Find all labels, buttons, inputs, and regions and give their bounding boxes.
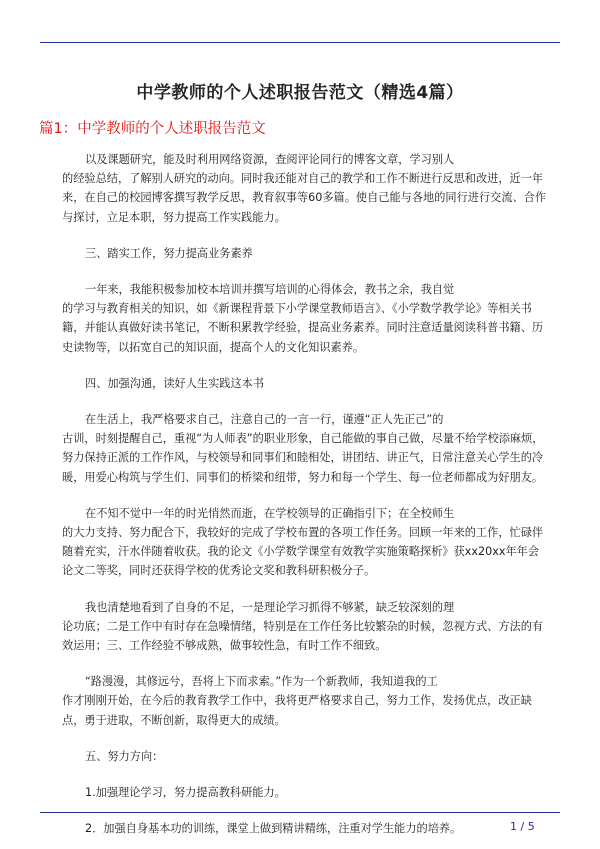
list-item: 1.加强理论学习，努力提高教科研能力。 (85, 786, 286, 800)
page-number: 1 / 5 (510, 820, 535, 833)
list-item: 2．加强自身基本功的训练，课堂上做到精讲精练，注重对学生能力的培养。 (85, 822, 462, 836)
paragraph: 在不知不觉中一年的时光悄然而逝，在学校领导的正确指引下；在全校师生 的大力支持、努力配合下，我较好的完成了学校布置的各项工作任务。回顾一年来的工作，忙碌伴随着充实，汗水伴随着收获。我的论文《小学数学课堂有效教学实施策略探析》获xx20xx年年会论文二等奖，同时还获得学校的优秀论文奖和教科研积极分子。 (62, 506, 544, 578)
paragraph: 一年来，我能积极参加校本培训并撰写培训的心得体会，教书之余，我自觉 的学习与教育相关的知识，如《新课程背景下小学课堂教师语言》、《小学数学教学论》等相关书籍，并能认真做好读书笔记，不断积累教学经验，提高业务素养。同时注意适量阅读科普书籍、历史读物等，以拓宽自己的知识面，提高个人的文化知识素养。 (62, 283, 544, 354)
header-rule (40, 42, 560, 43)
footer-rule (40, 812, 560, 813)
section-title: 篇1：中学教师的个人述职报告范文 (39, 121, 266, 137)
paragraph: 以及课题研究，能及时利用网络资源，查阅评论同行的博客文章，学习别人 的经验总结，了解别人研究的动向。同时我还能对自己的教学和工作不断进行反思和改进，近一年来，在自己的校园博客撰写教学反思，教育叙事等60多篇。使自己能与各地的同行进行交流、合作与探讨，立足本职，努力提高工作实践能力。 (62, 153, 547, 224)
paragraph: 我也清楚地看到了自身的不足，一是理论学习抓得不够紧，缺乏较深刻的理 论功底；二是工作中有时存在急噪情绪，特别是在工作任务比较繁杂的时候，忽视方式、方法的有效运用；三、工作经验不够成熟，做事较性急，有时工作不细致。 (62, 600, 544, 653)
paragraph: “路漫漫，其修远兮，吾将上下而求索。”作为一个新教师，我知道我的工 作才刚刚开始，在今后的教育教学工作中，我将更严格要求自己，努力工作，发扬优点，改正缺点，勇于进取，不断创新，取得更大的成绩。 (62, 675, 532, 727)
paragraph: 在生活上，我严格要求自己，注意自己的一言一行，谨遵“正人先正己”的 古训，时刻提醒自己，重视“为人师表”的职业形象，自己能做的事自己做，尽量不给学校添麻烦，努力保持正派的工作作风，与校领导和同事们和睦相处，讲团结、讲正气，日常注意关心学生的冷暖，用爱心构筑与学生们、同事们的桥梁和纽带，努力和每一个学生、每一位老师都成为好朋友。 (62, 413, 544, 484)
document-title: 中学教师的个人述职报告范文（精选4篇） (136, 83, 464, 103)
subheading: 五、努力方向： (85, 749, 164, 763)
subheading: 三、踏实工作，努力提高业务素养 (85, 246, 253, 260)
subheading: 四、加强沟通，读好人生实践这本书 (85, 376, 265, 390)
document-body (62, 150, 550, 838)
